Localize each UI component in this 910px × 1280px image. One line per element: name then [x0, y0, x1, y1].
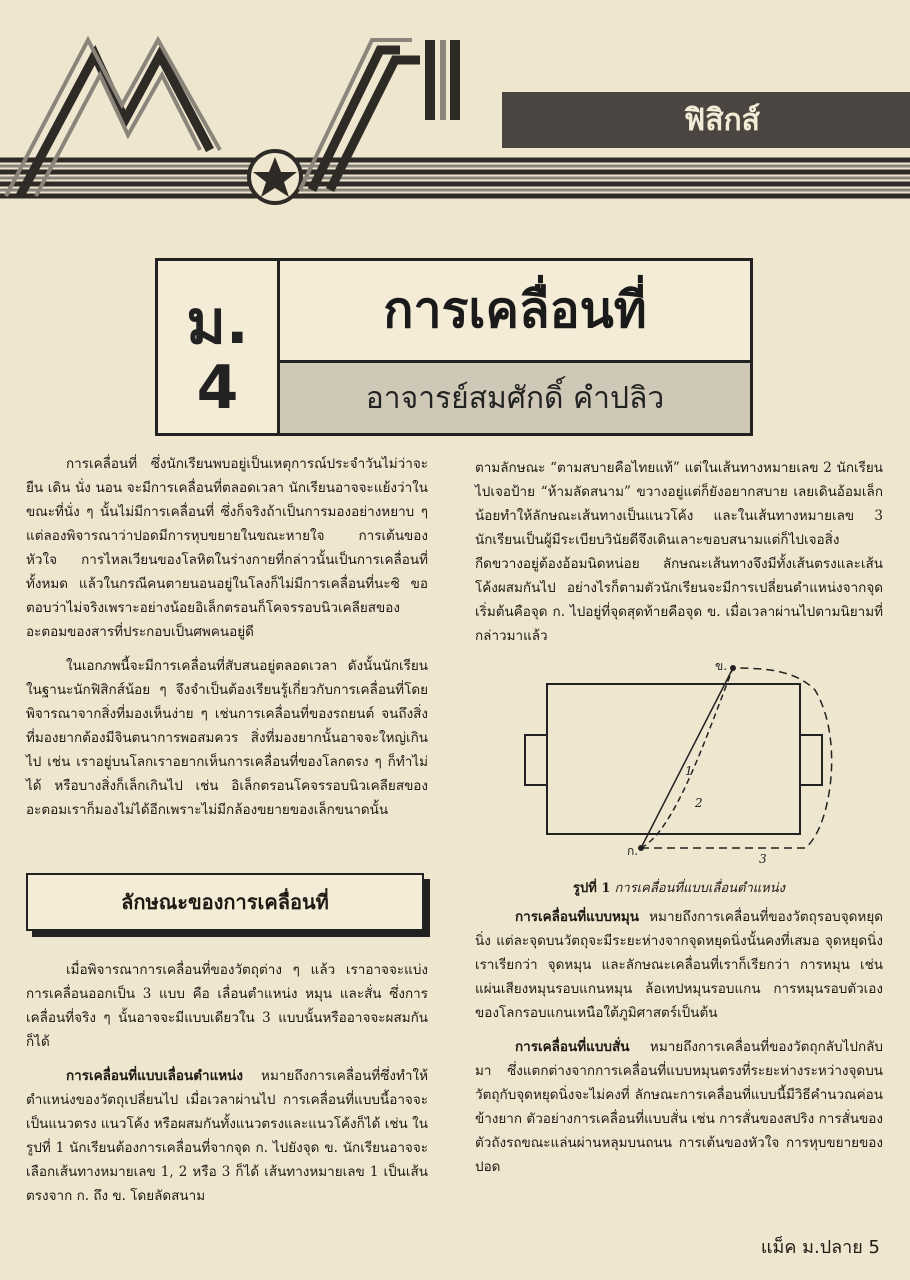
label-path-1: 1 — [685, 764, 693, 778]
grade-cell — [158, 261, 280, 433]
article-title: การเคลื่อนที่ — [280, 261, 750, 363]
paragraph: ในเอกภพนี้จะมีการเคลื่อนที่สับสนอยู่ตลอดเวลา ดังนั้นนักเรียนในฐานะนักฟิสิกส์น้อย ๆ จึงจำเป็นต้องเรียนรู้เกี่ยวกับการเคลื่อนที่โดยพิจารณาจากสิ่งที่มองเห็นง่าย ๆ เช่นการเคลื่อนที่ของรถยนต์ จนถึงสิ่งที่มองยากต้องมีจินตนาการพอสมควร สิ่งที่มองยากนั้นอาจจะใหญ่เกินไป เช่น เราอยู่บนโลกเราอยากเห็นการเคลื่อนที่ของโลกตรง ๆ ก็ทำไม่ได้ หรือบางสิ่งก็เล็กเกินไป เช่น อิเล็กตรอนโคจรรอบนิวเคลียสของอะตอมเราก็มองไม่ได้อีกเพราะไม่มีกล้องขยายของเล็กขนาดนั้น — [26, 658, 428, 818]
paragraph: เมื่อพิจารณาการเคลื่อนที่ของวัตถุต่าง ๆ แล้ว เราอาจจะแบ่งการเคลื่อนออกเป็น 3 แบบ คือ เลื่อนตำแหน่ง หมุน และสั่น ซึ่งการเคลื่อนที่จริง ๆ นั้นอาจจะมีแบบเดียวใน 3 แบบนั้นหรืออาจจะผสมกันก็ได้ — [26, 962, 428, 1050]
paragraph-text: หมายถึงการเคลื่อนที่ซึ่งทำให้ตำแหน่งของวัตถุเปลี่ยนไป เมื่อเวลาผ่านไป การเคลื่อนที่แบบนี้อาจจะเป็นแนวตรง แนวโค้ง หรือผสมกันทั้งแนวตรงและแนวโค้งก็ได้ เช่น ในรูปที่ 1 นักเรียนต้องการเคลื่อนที่จากจุด ก. ไปยังจุด ข. นักเรียนอาจจะเลือกเส้นทางหมายเลข 1, 2 หรือ 3 ก็ได้ เส้นทางหมายเลข 1 เป็นเส้นตรงจาก ก. ถึง ข. โดยลัดสนาม — [26, 1068, 428, 1204]
term: การเคลื่อนที่แบบหมุน — [515, 909, 640, 925]
term: การเคลื่อนที่แบบสั่น — [515, 1039, 630, 1055]
paragraph — [26, 1064, 428, 1208]
term: การเคลื่อนที่แบบเลื่อนตำแหน่ง — [66, 1068, 243, 1084]
field-rect — [547, 684, 800, 834]
path-3 — [641, 668, 832, 848]
left-column-top — [26, 452, 428, 832]
article-title-box — [155, 258, 753, 436]
left-goal — [525, 735, 547, 785]
paragraph: การเคลื่อนที่ ซึ่งนักเรียนพบอยู่เป็นเหตุการณ์ประจำวันไม่ว่าจะยืน เดิน นั่ง นอน จะมีการเคลื่อนที่ตลอดเวลา นักเรียนอาจจะแย้งว่าในขณะที่นั่ง ๆ นั้นไม่มีการเคลื่อนที่ ซึ่งก็จริงถ้าเป็นการมองอย่างหยาบ ๆ แต่ลองพิจารณาว่าปอดมีการหุบขยายในขณะหายใจ การเต้นของหัวใจ การไหลเวียนของโลหิตในร่างกายที่กล่าวนั้นเป็นการเคลื่อนที่ทั้งหมด แล้วในกรณีคนตายนอนอยู่ในโลงก็ไม่มีการเคลื่อนที่นะซิ ขอตอบว่าไม่จริงเพราะอย่างน้อยอิเล็กตรอนก็โคจรรอบนิวเคลียสของอะตอมของสารที่ประกอบเป็นศพคนอยู่ดี — [26, 456, 428, 640]
right-column-top — [475, 456, 883, 658]
figure-caption-text: การเคลื่อนที่แบบเลื่อนตำแหน่ง — [614, 881, 785, 896]
paragraph-text: หมายถึงการเคลื่อนที่ของวัตถุกลับไปกลับมา ซึ่งแตกต่างจากการเคลื่อนที่แบบหมุนตรงที่ระยะห่างระหว่างจุดบนวัตถุกับจุดหยุดนิ่งจะไม่คงที่ ลักษณะการเคลื่อนที่แบบนี้มีวิธีคำนวณค่อนข้างยาก ตัวอย่างการเคลื่อนที่แบบสั่น เช่น การสั่นของสปริง การสั่นของตัวถังรถขณะแล่นผ่านหลุมบนถนน การเต้นของหัวใจ การหุบขยายของปอด — [475, 1039, 883, 1175]
label-path-2: 2 — [695, 796, 703, 810]
label-a: ก. — [627, 844, 639, 858]
figure-caption — [475, 877, 883, 898]
paragraph — [475, 1035, 883, 1179]
label-path-3: 3 — [759, 852, 767, 866]
section-label: ฟิสิกส์ — [683, 102, 760, 138]
subheading: ลักษณะของการเคลื่อนที่ — [121, 890, 329, 914]
page-footer: แม็ค ม.ปลาย 5 — [760, 1237, 880, 1258]
right-goal — [800, 735, 822, 785]
left-column-bottom — [26, 958, 428, 1218]
field-diagram — [515, 660, 855, 870]
grade-number: 4 — [196, 353, 239, 423]
grade-level: ม. — [186, 288, 249, 358]
paragraph — [475, 905, 883, 1025]
path-1 — [641, 668, 733, 848]
figure-1 — [515, 660, 855, 870]
article-author: อาจารย์สมศักดิ์ คำปลิว — [280, 363, 750, 433]
paragraph: ตามลักษณะ “ตามสบายคือไทยแท้” แต่ในเส้นทางหมายเลข 2 นักเรียนไปเจอป้าย “ห้ามลัดสนาม” ขวางอยู่แต่ก็ยังอยากสบาย เลยเดินอ้อมเล็กน้อยทำให้ลักษณะเส้นทางเป็นแนวโค้ง และในเส้นทางหมายเลข 3 นักเรียนเป็นผู้มีระเบียบวินัยดีจึงเดินเลาะขอบสนามแต่ก็ไปเจอสิ่งกีดขวางอยู่ต้องอ้อมนิดหน่อย ลักษณะเส้นทางจึงมีทั้งเส้นตรงและเส้นโค้งผสมกันไป อย่างไรก็ตามตัวนักเรียนจะมีการเปลี่ยนตำแหน่งจากจุดเริ่มต้นคือจุด ก. ไปอยู่ที่จุดสุดท้ายคือจุด ข. เมื่อเวลาผ่านไปตามนิยามที่กล่าวมาแล้ว — [475, 460, 883, 644]
section-tag — [502, 92, 910, 148]
figure-caption-label: รูปที่ 1 — [573, 881, 611, 896]
label-b: ข. — [715, 660, 728, 673]
paragraph-text: หมายถึงการเคลื่อนที่ของวัตถุรอบจุดหยุดนิ่ง แต่ละจุดบนวัตถุจะมีระยะห่างจากจุดหยุดนิ่งนั้นคงที่เสมอ จุดหยุดนิ่งเราเรียกว่า จุดหมุน และลักษณะเคลื่อนที่เราก็เรียกว่า การหมุน เช่น แผ่นเสียงหมุนรอบแกนหมุน ล้อเทปหมุนรอบแกน การหมุนรอบตัวเองของโลกรอบแกนเหนือใต้ภูมิศาสตร์เป็นต้น — [475, 909, 883, 1021]
right-column-bottom — [475, 905, 883, 1189]
subheading-box — [26, 873, 424, 931]
